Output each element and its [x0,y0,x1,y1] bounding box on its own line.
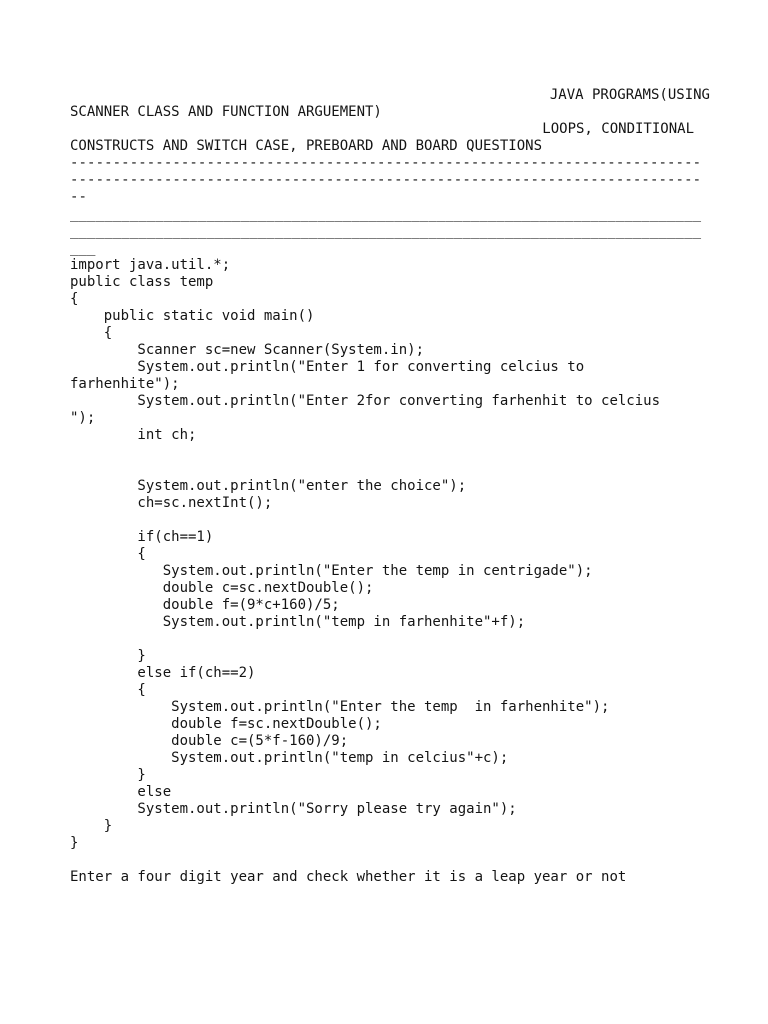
code-line: int ch; [70,427,197,443]
underscore-separator-3: ___ [70,240,96,256]
underscore-separator-1: __________________________________________________________________________ [70,206,702,222]
code-line: ch=sc.nextInt(); [70,495,273,511]
code-line: farhenhite"); [70,376,180,392]
code-line: { [70,682,146,698]
code-line: Enter a four digit year and check whether it is a leap year or not [70,869,627,885]
code-line: { [70,546,146,562]
code-line: System.out.println("temp in celcius"+c); [70,750,509,766]
code-line: if(ch==1) [70,529,214,545]
code-line: Scanner sc=new Scanner(System.in); [70,342,425,358]
code-line: "); [70,410,96,426]
header-line-1: JAVA PROGRAMS(USING [549,87,710,103]
header-line-3: LOOPS, CONDITIONAL [542,121,694,137]
code-block [70,257,710,886]
code-line [70,444,710,461]
dash-separator-3: -- [70,189,88,205]
code-line: } [70,767,146,783]
code-line: System.out.println("Enter the temp in centrigade"); [70,563,593,579]
code-line: double f=(9*c+160)/5; [70,597,340,613]
code-line: System.out.println("Sorry please try again"); [70,801,517,817]
code-line: System.out.println("Enter 2for converting farhenhit to celcius [70,393,661,409]
code-line: else [70,784,172,800]
code-line: System.out.println("Enter 1 for converting celcius to [70,359,585,375]
code-line: System.out.println("temp in farhenhite"+f); [70,614,526,630]
code-line [70,852,710,869]
document-page [70,87,710,886]
code-line: } [70,835,79,851]
code-line: { [70,325,113,341]
code-line [70,631,710,648]
code-line: import java.util.*; [70,257,231,273]
dash-separator-1: -------------------------------------------------------------------------- [70,155,702,171]
code-line [70,512,710,529]
code-line: public class temp [70,274,214,290]
code-line [70,461,710,478]
code-line: public static void main() [70,308,315,324]
header-line-2: SCANNER CLASS AND FUNCTION ARGUEMENT) [70,104,382,120]
code-line: double f=sc.nextDouble(); [70,716,382,732]
code-line: System.out.println("enter the choice"); [70,478,467,494]
code-line: } [70,648,146,664]
code-line: double c=sc.nextDouble(); [70,580,374,596]
code-line: else if(ch==2) [70,665,256,681]
code-line: double c=(5*f-160)/9; [70,733,349,749]
code-line: } [70,818,113,834]
underscore-separator-2: __________________________________________________________________________ [70,223,702,239]
code-line: System.out.println("Enter the temp in farhenhite"); [70,699,610,715]
header-line-4: CONSTRUCTS AND SWITCH CASE, PREBOARD AND BOARD QUESTIONS [70,138,543,154]
dash-separator-2: -------------------------------------------------------------------------- [70,172,702,188]
code-line: { [70,291,79,307]
